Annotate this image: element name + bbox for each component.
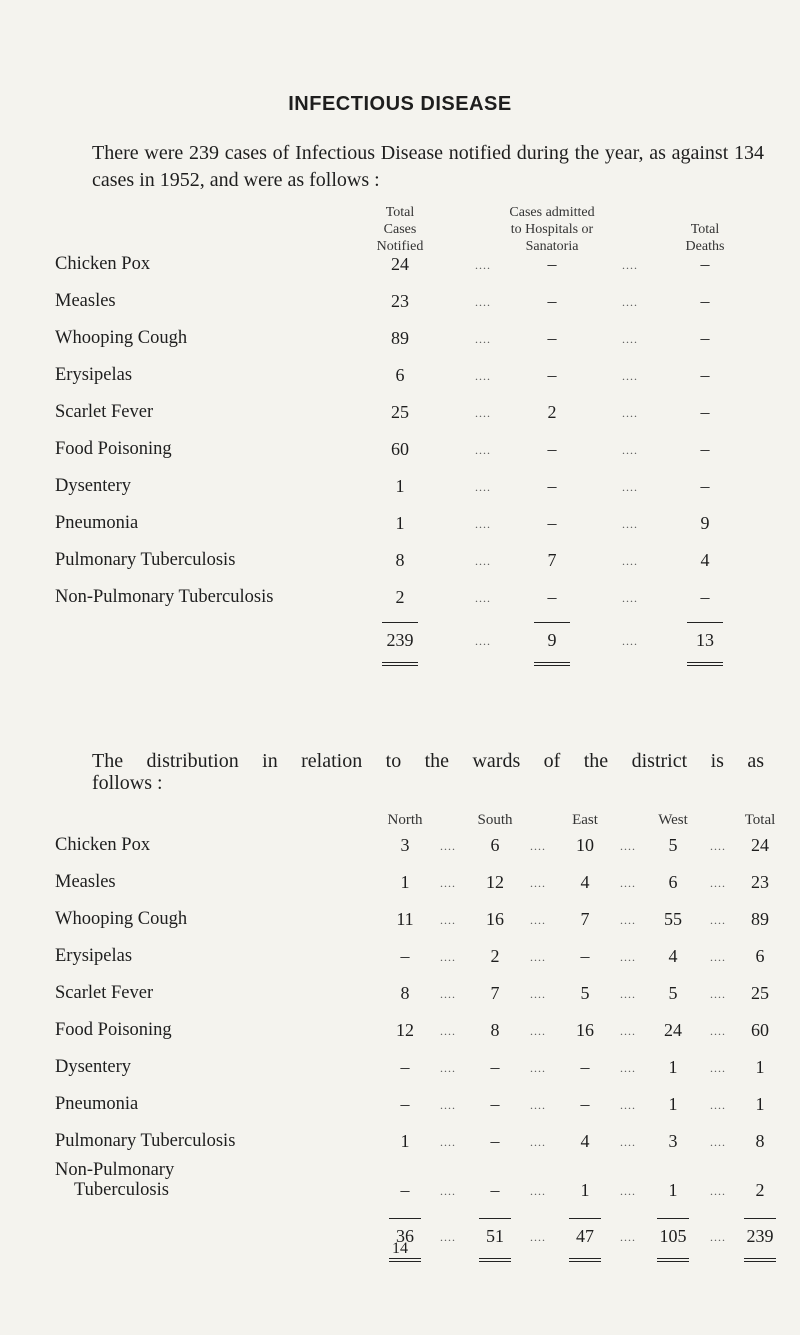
table-cell: 2 — [490, 946, 500, 966]
leader-dots: .... — [440, 1098, 456, 1112]
column-header-lines: Cases admitted to Hospitals or Sanatoria — [509, 205, 595, 254]
total-rule — [687, 622, 723, 623]
table-cell: – — [580, 946, 590, 966]
row-label: Dysentery — [55, 1057, 132, 1077]
row-label: Pulmonary Tuberculosis — [55, 550, 236, 570]
table-cell: 12 — [486, 872, 504, 892]
row-label: Chicken Pox — [55, 254, 151, 274]
leader-dots: .... — [530, 1024, 546, 1038]
table-cell: – — [547, 254, 557, 274]
table-cell: 89 — [391, 328, 409, 348]
leader-dots: .... — [620, 1184, 636, 1198]
intro-paragraph: There were 239 cases of Infectious Disease notified during the year, as against 134 cases in 1952, and were as follows : — [92, 142, 764, 191]
double-rule — [389, 1258, 421, 1259]
total-rule — [534, 622, 570, 623]
table-cell: – — [700, 587, 710, 607]
leader-dots: .... — [530, 950, 546, 964]
table-cell: – — [547, 439, 557, 459]
table-cell: – — [490, 1131, 500, 1151]
table-cell: 23 — [751, 872, 769, 892]
table-cell: – — [400, 1180, 410, 1200]
leader-dots: .... — [620, 1098, 636, 1112]
leader-dots: .... — [710, 987, 726, 1001]
leader-dots: .... — [475, 258, 491, 272]
table-cell: – — [490, 1180, 500, 1200]
table-cell: 4 — [668, 946, 678, 966]
leader-dots: .... — [620, 1024, 636, 1038]
table-cell: 6 — [755, 946, 765, 966]
table-cell: 23 — [391, 291, 409, 311]
table-cell: – — [400, 1057, 410, 1077]
row-label: Food Poisoning — [55, 439, 172, 459]
leader-dots: .... — [530, 1098, 546, 1112]
double-rule — [687, 662, 723, 663]
page-title: INFECTIOUS DISEASE — [288, 93, 512, 115]
column-header-lines: Total Cases Notified — [376, 205, 424, 254]
leader-dots: .... — [475, 369, 491, 383]
table-cell: – — [700, 291, 710, 311]
table-cell: 1 — [668, 1180, 678, 1200]
leader-dots: .... — [530, 876, 546, 890]
leader-dots: .... — [440, 1230, 456, 1244]
row-label: Food Poisoning — [55, 1020, 172, 1040]
table-cell: – — [700, 254, 710, 274]
leader-dots: .... — [622, 406, 638, 420]
leader-dots: .... — [622, 258, 638, 272]
table-cell: 11 — [396, 909, 414, 929]
distribution-line-2: follows : — [92, 772, 163, 794]
row-label: Chicken Pox — [55, 835, 151, 855]
leader-dots: .... — [620, 1135, 636, 1149]
distribution-paragraph — [92, 750, 764, 794]
leader-dots: .... — [475, 332, 491, 346]
table-cell: 24 — [391, 254, 409, 274]
total-rule — [389, 1218, 421, 1219]
leader-dots: .... — [710, 913, 726, 927]
double-rule — [744, 1261, 776, 1262]
row-label: Scarlet Fever — [55, 402, 154, 422]
double-rule — [744, 1258, 776, 1259]
table-cell: 9 — [700, 513, 710, 533]
table-cell: – — [400, 1094, 410, 1114]
table-cell: – — [700, 328, 710, 348]
leader-dots: .... — [620, 1061, 636, 1075]
leader-dots: .... — [620, 987, 636, 1001]
leader-dots: .... — [710, 950, 726, 964]
table-cell: 3 — [400, 835, 410, 855]
table-cell: – — [400, 946, 410, 966]
leader-dots: .... — [622, 295, 638, 309]
table-cell: 1 — [668, 1094, 678, 1114]
row-label: Pneumonia — [55, 1094, 139, 1114]
row-label: Pneumonia — [55, 513, 139, 533]
leader-dots: .... — [440, 876, 456, 890]
leader-dots: .... — [622, 443, 638, 457]
table-cell: – — [580, 1094, 590, 1114]
leader-dots: .... — [622, 517, 638, 531]
table-cell: 60 — [391, 439, 409, 459]
leader-dots: .... — [710, 876, 726, 890]
leader-dots: .... — [620, 1230, 636, 1244]
leader-dots: .... — [440, 1061, 456, 1075]
leader-dots: .... — [620, 876, 636, 890]
leader-dots: .... — [710, 1135, 726, 1149]
table-cell: – — [547, 476, 557, 496]
double-rule — [479, 1258, 511, 1259]
leader-dots: .... — [710, 1061, 726, 1075]
leader-dots: .... — [530, 1061, 546, 1075]
leader-dots: .... — [530, 987, 546, 1001]
leader-dots: .... — [475, 591, 491, 605]
table-cell: 4 — [580, 1131, 590, 1151]
double-rule — [382, 662, 418, 663]
column-header: East — [572, 812, 598, 828]
table-cell: 2 — [395, 587, 405, 607]
double-rule — [389, 1261, 421, 1262]
double-rule — [479, 1261, 511, 1262]
leader-dots: .... — [530, 913, 546, 927]
double-rule — [382, 665, 418, 666]
leader-dots: .... — [622, 332, 638, 346]
total-rule — [657, 1218, 689, 1219]
table-cell: 24 — [664, 1020, 682, 1040]
table-cell: 25 — [751, 983, 769, 1003]
leader-dots: .... — [440, 950, 456, 964]
leader-dots: .... — [475, 554, 491, 568]
table-cell: 8 — [395, 550, 405, 570]
row-label: Pulmonary Tuberculosis — [55, 1131, 236, 1151]
table-cell: – — [700, 402, 710, 422]
leader-dots: .... — [620, 950, 636, 964]
table-cell: – — [490, 1057, 500, 1077]
table-cell: 1 — [755, 1057, 765, 1077]
table-cell: 12 — [396, 1020, 414, 1040]
table-cell: 1 — [580, 1180, 590, 1200]
table-cell: – — [700, 439, 710, 459]
leader-dots: .... — [475, 295, 491, 309]
leader-dots: .... — [530, 1184, 546, 1198]
total-cell: 36 — [396, 1226, 414, 1246]
table-cell: 16 — [576, 1020, 594, 1040]
double-rule — [657, 1258, 689, 1259]
table-cell: 7 — [490, 983, 500, 1003]
double-rule — [569, 1261, 601, 1262]
column-header: North — [387, 812, 423, 828]
row-label: Erysipelas — [55, 946, 133, 966]
table-cell: – — [547, 328, 557, 348]
table-cell: 16 — [486, 909, 504, 929]
table-cell: 8 — [755, 1131, 765, 1151]
table-cell: 6 — [395, 365, 405, 385]
row-label: Measles — [55, 291, 116, 311]
table-cell: 24 — [751, 835, 769, 855]
leader-dots: .... — [475, 480, 491, 494]
row-label: Measles — [55, 872, 116, 892]
double-rule — [569, 1258, 601, 1259]
table-cell: 55 — [664, 909, 682, 929]
table-cell: 1 — [400, 1131, 410, 1151]
table-cell: 6 — [668, 872, 678, 892]
row-label: Dysentery — [55, 476, 132, 496]
leader-dots: .... — [530, 1230, 546, 1244]
table-cell: – — [700, 476, 710, 496]
table-cell: – — [700, 365, 710, 385]
total-cell: 47 — [576, 1226, 594, 1246]
page-number: 14 — [392, 1240, 408, 1257]
leader-dots: .... — [710, 1098, 726, 1112]
row-label: Non-Pulmonary — [55, 1160, 175, 1180]
row-label-continued: Tuberculosis — [74, 1180, 169, 1200]
total-cell: 105 — [659, 1226, 687, 1246]
leader-dots: .... — [440, 1184, 456, 1198]
table-cell: 5 — [580, 983, 590, 1003]
leader-dots: .... — [475, 406, 491, 420]
row-label: Whooping Cough — [55, 909, 188, 929]
distribution-line-1: The distribution in relation to the wards of the district is as — [92, 750, 764, 772]
leader-dots: .... — [440, 987, 456, 1001]
total-cell: 13 — [696, 630, 714, 650]
column-header: Total — [744, 812, 776, 828]
table-cell: 7 — [547, 550, 557, 570]
table-cell: 4 — [580, 872, 590, 892]
leader-dots: .... — [710, 1230, 726, 1244]
table-cell: 89 — [751, 909, 769, 929]
table-cell: 1 — [400, 872, 410, 892]
table-cell: 8 — [490, 1020, 500, 1040]
table-cell: 2 — [547, 402, 557, 422]
table-cell: 4 — [700, 550, 710, 570]
column-header: South — [477, 812, 513, 828]
table-cell: – — [547, 513, 557, 533]
table-cell: 2 — [755, 1180, 765, 1200]
leader-dots: .... — [622, 369, 638, 383]
table-cell: 1 — [395, 476, 405, 496]
table-cell: 25 — [391, 402, 409, 422]
total-cell: 239 — [386, 630, 414, 650]
leader-dots: .... — [475, 634, 491, 648]
leader-dots: .... — [622, 554, 638, 568]
double-rule — [657, 1261, 689, 1262]
table-cell: 1 — [755, 1094, 765, 1114]
double-rule — [687, 665, 723, 666]
leader-dots: .... — [710, 1184, 726, 1198]
row-label: Scarlet Fever — [55, 983, 154, 1003]
double-rule — [534, 662, 570, 663]
table-cell: 1 — [395, 513, 405, 533]
table-cell: 5 — [668, 983, 678, 1003]
table-cell: – — [547, 291, 557, 311]
leader-dots: .... — [622, 634, 638, 648]
double-rule — [534, 665, 570, 666]
leader-dots: .... — [622, 591, 638, 605]
leader-dots: .... — [530, 1135, 546, 1149]
table-cell: 10 — [576, 835, 594, 855]
table-cell: 60 — [751, 1020, 769, 1040]
leader-dots: .... — [475, 443, 491, 457]
total-cell: 239 — [746, 1226, 774, 1246]
column-header: West — [658, 812, 688, 828]
total-cell: 9 — [547, 630, 557, 650]
table-cell: 8 — [400, 983, 410, 1003]
leader-dots: .... — [620, 913, 636, 927]
table-cell: 7 — [580, 909, 590, 929]
table-cell: 5 — [668, 835, 678, 855]
table-cell: 3 — [668, 1131, 678, 1151]
leader-dots: .... — [710, 839, 726, 853]
leader-dots: .... — [622, 480, 638, 494]
total-rule — [382, 622, 418, 623]
row-label: Erysipelas — [55, 365, 133, 385]
table-cell: 1 — [668, 1057, 678, 1077]
total-cell: 51 — [486, 1226, 504, 1246]
total-rule — [569, 1218, 601, 1219]
row-label: Whooping Cough — [55, 328, 188, 348]
leader-dots: .... — [440, 1135, 456, 1149]
table-cell: – — [547, 365, 557, 385]
total-rule — [744, 1218, 776, 1219]
leader-dots: .... — [440, 913, 456, 927]
table-cell: – — [490, 1094, 500, 1114]
leader-dots: .... — [440, 839, 456, 853]
row-label: Non-Pulmonary Tuberculosis — [55, 587, 274, 607]
table-cell: 6 — [490, 835, 500, 855]
table-cell: – — [580, 1057, 590, 1077]
table-cell: – — [547, 587, 557, 607]
leader-dots: .... — [710, 1024, 726, 1038]
leader-dots: .... — [475, 517, 491, 531]
leader-dots: .... — [440, 1024, 456, 1038]
leader-dots: .... — [620, 839, 636, 853]
total-rule — [479, 1218, 511, 1219]
leader-dots: .... — [530, 839, 546, 853]
column-header-lines: Total Deaths — [685, 222, 725, 254]
